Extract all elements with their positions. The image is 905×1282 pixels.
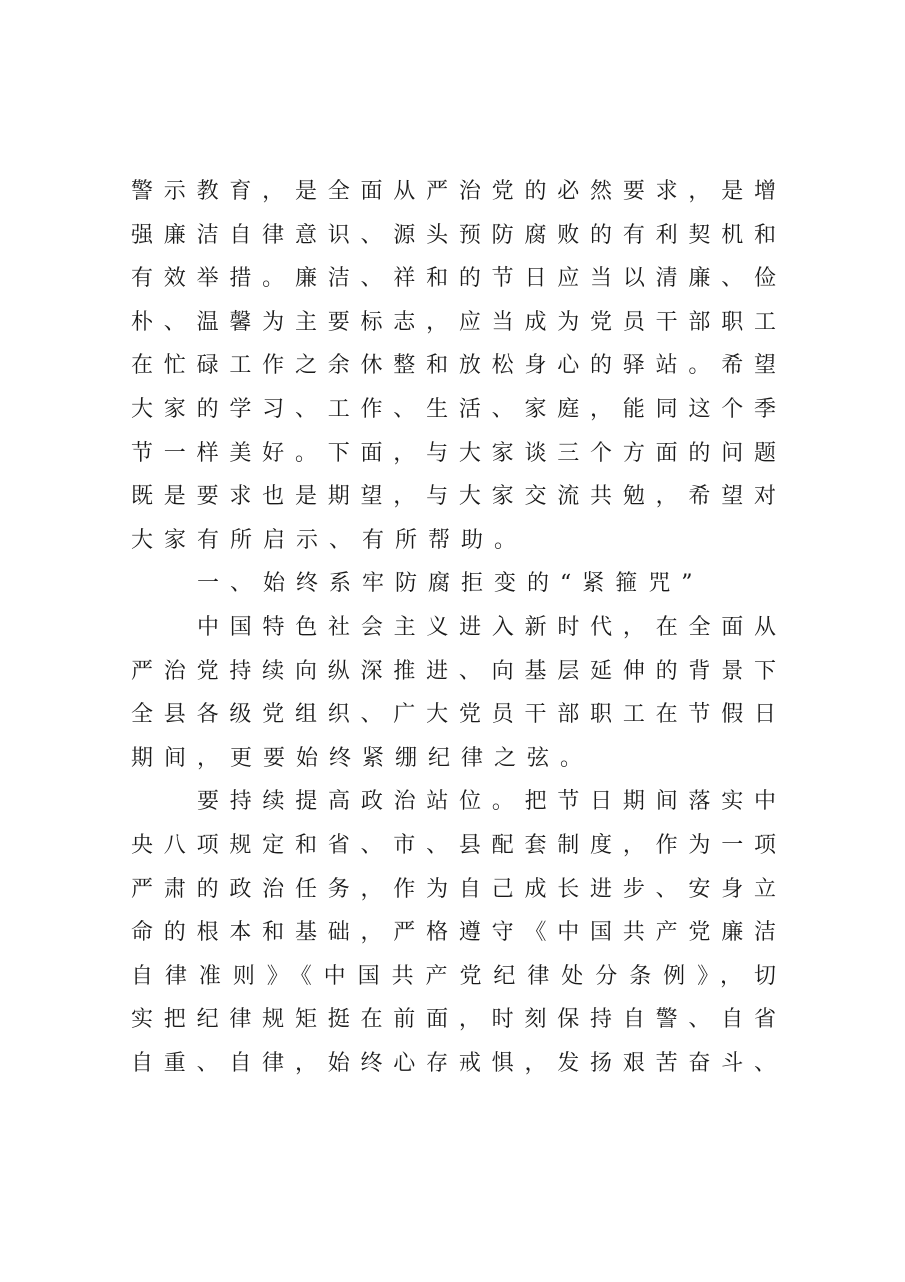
text-line: 朴、温馨为主要标志，应当成为党员干部职工 bbox=[131, 309, 776, 335]
text-line: 强廉洁自律意识、源头预防腐败的有利契机和 bbox=[131, 222, 776, 248]
text-line: 大家的学习、工作、生活、家庭，能同这个季 bbox=[131, 396, 776, 422]
section-heading: 一、始终系牢防腐拒变的“紧箍咒” bbox=[197, 571, 704, 597]
text-line: 全县各级党组织、广大党员干部职工在节假日 bbox=[131, 702, 776, 728]
text-line: 命的根本和基础，严格遵守《中国共产党廉洁 bbox=[131, 920, 776, 946]
text-line: 严治党持续向纵深推进、向基层延伸的背景下 bbox=[131, 658, 776, 684]
text-line: 严肃的政治任务，作为自己成长进步、安身立 bbox=[131, 876, 776, 902]
text-line: 节一样美好。下面，与大家谈三个方面的问题 bbox=[131, 440, 776, 466]
text-line: 有效举措。廉洁、祥和的节日应当以清廉、俭 bbox=[131, 266, 776, 292]
text-line: 自重、自律，始终心存戒惧，发扬艰苦奋斗、 bbox=[131, 1050, 776, 1076]
text-line: 自律准则》《中国共产党纪律处分条例》，切 bbox=[131, 963, 776, 989]
text-line: 在忙碌工作之余休整和放松身心的驿站。希望 bbox=[131, 353, 776, 379]
text-line: 期间，更要始终紧绷纪律之弦。 bbox=[131, 745, 594, 771]
text-line: 既是要求也是期望，与大家交流共勉，希望对 bbox=[131, 484, 776, 510]
text-line: 中国特色社会主义进入新时代，在全面从 bbox=[197, 614, 776, 640]
text-line: 央八项规定和省、市、县配套制度，作为一项 bbox=[131, 832, 776, 858]
text-line: 实把纪律规矩挺在前面，时刻保持自警、自省 bbox=[131, 1007, 776, 1033]
text-line: 大家有所启示、有所帮助。 bbox=[131, 527, 528, 553]
body-text bbox=[131, 170, 776, 1085]
text-line: 警示教育，是全面从严治党的必然要求，是增 bbox=[131, 179, 776, 204]
text-line: 要持续提高政治站位。把节日期间落实中 bbox=[197, 789, 776, 815]
